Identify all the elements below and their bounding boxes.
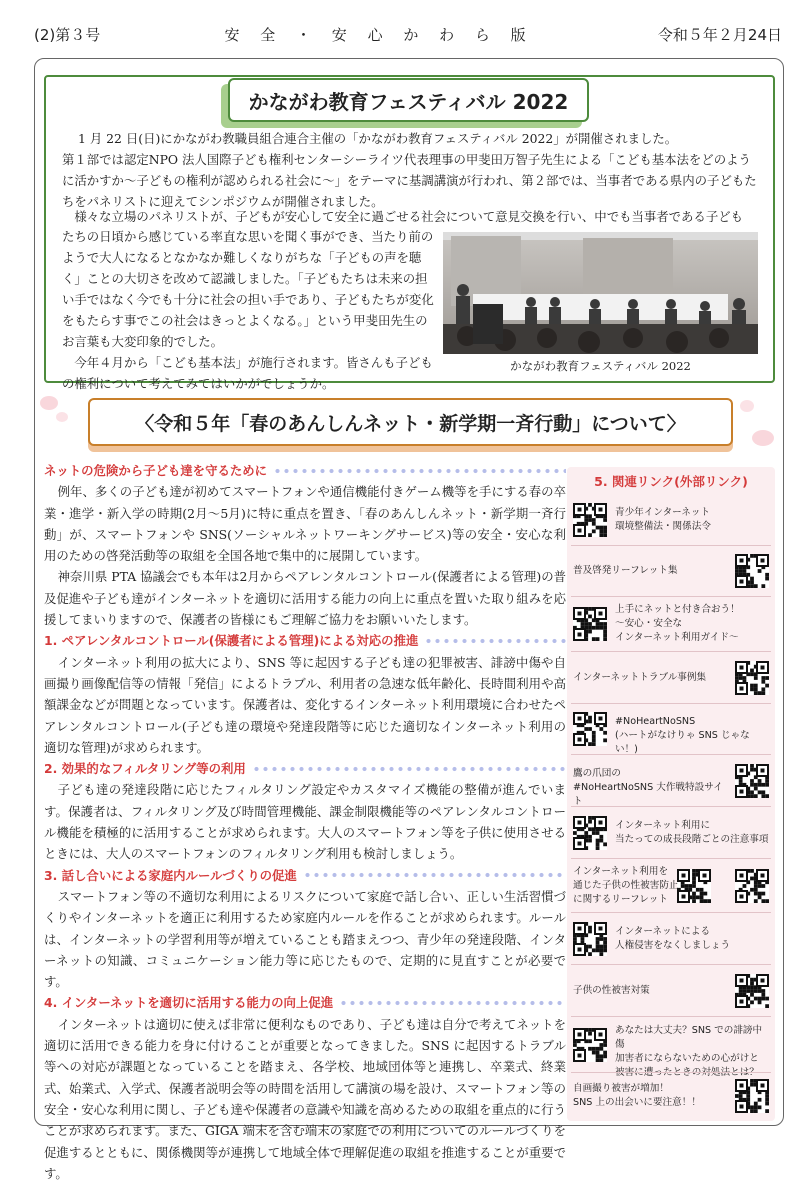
petal-decoration <box>740 400 754 412</box>
qr-code-icon[interactable] <box>735 869 769 903</box>
masthead <box>34 10 782 58</box>
section-heading-2 <box>44 758 566 779</box>
section-heading-text: ネットの危険から子ども達を守るために <box>44 463 268 478</box>
qr-code-icon[interactable] <box>573 607 607 641</box>
intro-paragraph-1: 例年、多くの子ども達が初めてスマートフォンや通信機能付きゲーム機等を手にする春の卒業・進学・新入学の時期(2月～5月)に特に重点を置き、「春のあんしんネット・新学期一斉行動」が、スマートフォンや SNS(ソーシャルネットワーキングサービス)等の安全・安心な利用のための啓発活動等の取組を全国各地で集中的に展開しています。 <box>44 484 566 564</box>
issue-number: (2)第３号 <box>34 25 101 44</box>
related-link-item[interactable] <box>571 862 771 910</box>
related-link-item[interactable] <box>571 706 771 755</box>
festival-photo <box>443 232 758 354</box>
section-2-paragraph: 子ども達の発達段階に応じたフィルタリング設定やカスタマイズ機能の整備が進んでいます。保護者は、フィルタリング及び時間管理機能、課金制限機能等のペアレンタルコントロール機能を積極的に活用することが求められます。大人のスマートフォン等を子供に使用させるときには、大人のスマートフォンのフィルタリング利用も検討しましょう。 <box>44 782 566 862</box>
campaign-banner: 〈令和５年「春のあんしんネット・新学期一斉行動」について〉 <box>88 398 733 446</box>
festival-paragraph-3-text: たちの日頃から感じている率直な思いを聞く事ができ、当たり前のようで大人になるとなかなか難しくなりがちな「子どもの声を聴く」ことの大切さを改めて認識しました。「子どもたちは未来の担い手ではなく今でも十分に社会の担い手であり、子どもたちが変化をもたらす事でこの社会はきっとよくなる。」という甲斐田先生のお言葉も大変印象的でした。 <box>62 229 434 349</box>
related-link-line[interactable]: インターネット利用に <box>615 820 711 831</box>
qr-code-icon[interactable] <box>573 922 607 956</box>
section-heading-4 <box>44 992 566 1013</box>
related-link-line[interactable]: 青少年インターネット <box>615 507 711 518</box>
section-heading-text: 2. 効果的なフィルタリング等の利用 <box>44 761 246 777</box>
link-divider <box>571 858 771 859</box>
intro-paragraph-2: 神奈川県 PTA 協議会でも本年は2月からペアレンタルコントロール(保護者による管理)の普及促進や子ども達がインターネットを適切に活用する能力の向上に重点を置いた取り組みを応援してまいりますので、保護者の皆様にもご理解ご協力をお願いいたします。 <box>44 569 566 628</box>
related-link-line[interactable]: 環境整備法・関係法令 <box>615 521 711 532</box>
qr-code-icon[interactable] <box>735 1079 769 1113</box>
festival-paragraph-4: 今年４月から「こども基本法」が施行されます。皆さんも子どもの権利について考えてみてはいかがでしょうか。 <box>62 355 433 391</box>
related-link-label[interactable] <box>615 715 771 757</box>
main-article <box>44 460 566 1184</box>
related-link-line[interactable]: 通じた子供の性被害防止 <box>573 880 679 891</box>
festival-paragraph-3 <box>62 226 434 394</box>
related-link-item[interactable] <box>571 968 771 1014</box>
related-link-label[interactable] <box>573 865 679 907</box>
photo-caption: かながわ教育フェスティバル 2022 <box>510 359 691 373</box>
related-link-item[interactable] <box>571 810 771 856</box>
link-divider <box>571 754 771 755</box>
link-divider <box>571 806 771 807</box>
related-link-item[interactable] <box>571 1075 771 1117</box>
related-link-line[interactable]: インターネットによる <box>615 926 711 937</box>
related-link-item[interactable] <box>571 758 771 807</box>
related-link-line[interactable]: 自画撮り被害が増加！ <box>573 1083 669 1094</box>
qr-code-icon[interactable] <box>735 554 769 588</box>
link-divider <box>571 912 771 913</box>
qr-code-icon[interactable] <box>677 869 711 903</box>
qr-code-icon[interactable] <box>573 1028 607 1062</box>
related-link-label[interactable] <box>573 984 727 998</box>
section-heading-text: 1. ペアレンタルコントロール(保護者による管理)による対応の推進 <box>44 633 419 649</box>
link-divider <box>571 703 771 704</box>
petal-decoration <box>40 396 58 410</box>
festival-paragraph-2: 第１部では認定NPO 法人国際子ども権利センターシーライツ代表理事の甲斐田万智子先生による「こども基本法をどのように活かすか～子どもの権利が認められる社会に～」をテーマに基調講演が行われ、第２部では、当事者である県内の子どもたちをパネリストに迎えてシンポジウムが開催されました。 <box>62 152 757 209</box>
section-heading-text: 3. 話し合いによる家庭内ルールづくりの促進 <box>44 867 297 883</box>
dotted-rule <box>303 872 566 878</box>
link-divider <box>571 651 771 652</box>
related-link-line[interactable]: 子供の性被害対策 <box>573 985 650 996</box>
related-link-label[interactable] <box>615 925 771 953</box>
related-link-line[interactable]: 被害に遭ったときの対処法とは？ <box>615 1067 759 1078</box>
qr-code-icon[interactable] <box>573 816 607 850</box>
qr-code-icon[interactable] <box>735 661 769 695</box>
related-link-line[interactable]: 普及啓発リーフレット集 <box>573 565 678 576</box>
related-link-line[interactable]: インターネット利用ガイド～ <box>615 632 739 643</box>
related-link-label[interactable] <box>573 767 727 809</box>
section-1-paragraph: インターネット利用の拡大により、SNS 等に起因する子ども達の犯罪被害、誹謗中傷や自画撮り画像配信等の情報「発信」によるトラブル、利用者の急速な低年齢化、長時間利用や高額課金などが問題となっています。保護者は、変化するインターネット利用環境に合わせたペアレンタルコントロール(子ども達の環境や発達段階等に応じた適切なインターネット利用の適切な管理)が求められます。 <box>44 654 566 755</box>
dotted-rule <box>424 638 566 644</box>
related-link-line[interactable]: 上手にネットと付き合おう！ <box>615 604 740 615</box>
newsletter-title: 安 全 ・ 安 心 か わ ら 版 <box>224 25 534 44</box>
qr-code-icon[interactable] <box>735 974 769 1008</box>
related-link-line[interactable]: 鷹の爪団の <box>573 768 621 779</box>
related-link-item[interactable] <box>571 655 771 701</box>
related-link-item[interactable] <box>571 599 771 649</box>
section-3-paragraph: スマートフォン等の不適切な利用によるリスクについて家庭で話し合い、正しい生活習慣づくりやインターネットを適正に利用するため家庭内ルールを作ることが求められます。ルールは、インターネットの学習利用等が増えていることも踏まえつつ、青少年の発達段階、インターネットの知識、コミュニケーション能力等に応じたもので、定期的に見直すことが必要です。 <box>44 888 566 990</box>
issue-date: 令和５年２月24日 <box>657 25 782 44</box>
related-link-line[interactable]: 人権侵害をなくしましょう <box>615 940 731 951</box>
related-link-line[interactable]: 加害者にならないための心がけと <box>615 1053 759 1064</box>
related-link-label[interactable] <box>573 671 727 685</box>
related-link-label[interactable] <box>615 506 771 534</box>
related-link-line[interactable]: に関するリーフレット <box>573 894 668 905</box>
related-link-line[interactable]: #NoHeartNoSNS 大作戦特設サイト <box>573 782 723 807</box>
related-link-line[interactable]: SNS 上の出会いに要注意！！ <box>573 1097 701 1108</box>
related-link-label[interactable] <box>573 1082 727 1110</box>
festival-paragraph-1: 1 月 22 日(日)にかながわ教職員組合連合主催の「かながわ教育フェスティバル 2022」が開催されました。 <box>78 131 678 146</box>
link-divider <box>571 1016 771 1017</box>
related-link-item[interactable] <box>571 497 771 543</box>
related-link-label[interactable] <box>573 564 727 578</box>
related-link-line[interactable]: 当たっての成長段階ごとの注意事項 <box>615 834 769 845</box>
related-link-label[interactable] <box>615 603 771 645</box>
section-heading-intro <box>44 460 566 481</box>
symposium-photo-icon <box>443 232 758 354</box>
dotted-rule <box>252 766 566 772</box>
related-link-item[interactable] <box>571 1020 771 1078</box>
related-link-line[interactable]: インターネットトラブル事例集 <box>573 672 707 683</box>
related-link-label[interactable] <box>615 819 771 847</box>
related-link-line[interactable]: インターネット利用を <box>573 866 669 877</box>
section-4-paragraph: インターネットは適切に使えば非常に便利なものであり、子ども達は自分で考えてネットを適切に活用できる能力を身に付けることが重要となってきました。SNS に起因するトラブル等への対応が課題となっていることを踏まえ、各学校、地域団体等と連携し、卒業式、終業式、始業式、入学式、保護者説明会等の時間を活用して講演の場を設け、スマートフォン等の安全・安心な利用に関し、子ども達や保護者の意識や知識を高めるための取組を重点的に行うことが求められます。また、GIGA 端末を含む端末の家庭での利用についてのルールづくりを促進するとともに、関係機関等が連携して地域全体で理解促進の取組を推進することが重要です。 <box>44 1016 566 1181</box>
qr-code-icon[interactable] <box>735 764 769 798</box>
related-link-line[interactable]: (ハートがなけりゃ SNS じゃない！) <box>615 730 750 755</box>
section-heading-1 <box>44 630 566 651</box>
related-link-line[interactable]: あなたは大丈夫？SNS での誹謗中傷 <box>615 1025 763 1050</box>
link-divider <box>571 964 771 965</box>
related-link-line[interactable]: #NoHeartNoSNS <box>615 716 696 727</box>
qr-code-icon[interactable] <box>573 503 607 537</box>
petal-decoration <box>752 430 774 446</box>
related-link-line[interactable]: ～安心・安全な <box>615 618 683 629</box>
link-divider <box>571 1072 771 1073</box>
link-divider <box>571 596 771 597</box>
qr-code-icon[interactable] <box>573 712 607 746</box>
festival-paragraph-3-top: 様々な立場のパネリストが、子どもが安心して安全に過ごせる社会について意見交換を行い、中でも当事者である子ども <box>62 209 743 224</box>
link-divider <box>571 545 771 546</box>
related-link-item[interactable] <box>571 916 771 962</box>
related-link-item[interactable] <box>571 548 771 594</box>
festival-title: かながわ教育フェスティバル 2022 <box>228 78 589 122</box>
section-heading-text: 4. インターネットを適切に活用する能力の向上促進 <box>44 995 334 1011</box>
dotted-rule <box>339 1000 566 1006</box>
dotted-rule <box>273 468 566 474</box>
section-heading-3 <box>44 865 566 886</box>
petal-decoration <box>56 412 68 422</box>
related-links-title: 5. 関連リンク(外部リンク) <box>594 474 748 489</box>
